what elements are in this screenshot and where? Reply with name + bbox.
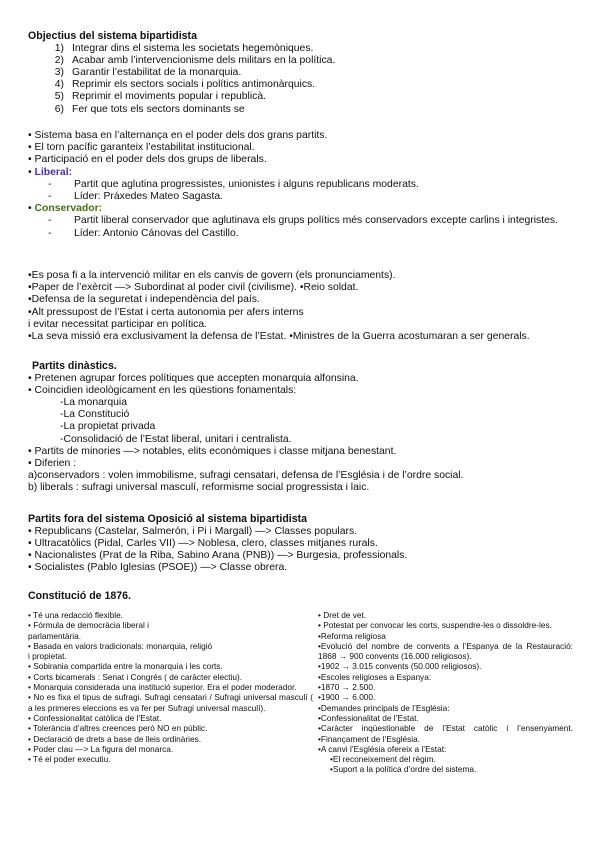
militars-line: i evitar necessitat participar en política. <box>28 318 208 330</box>
objectiu-item <box>28 91 578 103</box>
constitucio-right-item: • Potestat per convocar les corts, suspendre-les o dissoldre-les. <box>318 620 552 631</box>
fora-line: • Nacionalistes (Prat de la Riba, Sabino Arana (PNB)) —> Burgesia, professionals. <box>28 550 408 561</box>
sistema-bullet: • Sistema basa en l’alternança en el poder dels dos grans partits. <box>28 130 328 141</box>
militars-section <box>28 270 578 343</box>
dash-marker: - <box>48 215 52 227</box>
objectiu-number: 2) <box>54 54 64 66</box>
objectius-list <box>28 43 578 116</box>
constitucio-right-item: •Demandes principals de l’Església: <box>318 702 450 713</box>
fora-line: • Ultracatòlics (Pidal, Carles VII) —> Noblesa, clero, classes mitjanes rurals. <box>28 537 378 549</box>
dinastics-line: -La propietat privada <box>60 421 156 433</box>
conservador-bullet: • <box>28 203 35 215</box>
objectiu-item <box>28 104 578 116</box>
constitucio-right-item: •Confessionalitat de l’Estat. <box>318 712 419 723</box>
objectiu-number: 4) <box>54 79 64 91</box>
constitucio-left-item: • Monarquia considerada una institució superior. Era el poder moderador. <box>28 682 297 693</box>
liberal-item-text: Líder: Práxedes Mateo Sagasta. <box>74 191 224 203</box>
constitucio-right-item: •1870 → 2.500. <box>318 682 376 693</box>
dinastics-line: • Coincidien ideològicament en les qüestions fonamentals: <box>28 384 297 396</box>
militars-line: •Alt pressupost de l’Estat i certa autonomia per afers interns <box>28 306 304 318</box>
constitucio-right-item: • Dret de vet. <box>318 610 367 620</box>
objectiu-text: Acabar amb l’intervencionisme dels militars en la política. <box>72 54 336 66</box>
militars-line: •La seva missió era exclusivament la defensa de l’Estat. •Ministres de la Guerra acostumaran a ser generals. <box>28 331 530 343</box>
conservador-item-text: Líder: Antonio Cánovas del Castillo. <box>74 227 239 239</box>
constitucio-left-item: • Poder clau —> La figura del monarca. <box>28 743 174 754</box>
fora-section <box>28 513 578 574</box>
objectiu-text: Reprimir els sectors socials i polítics antimonàrquics. <box>72 79 316 91</box>
liberal-item <box>28 191 578 203</box>
objectiu-number: 1) <box>54 42 64 54</box>
dinastics-line: b) liberals : sufragi universal masculí, reformisme social progressista i laic. <box>28 482 370 494</box>
constitucio-left-column <box>28 610 313 764</box>
sistema-bullet: • El torn pacífic garanteix l’estabilitat institucional. <box>28 142 255 154</box>
constitucio-right-column <box>318 610 573 775</box>
constitucio-left-item: • Té el poder executiu. <box>28 754 111 765</box>
objectiu-item <box>28 43 578 55</box>
constitucio-heading <box>28 590 578 603</box>
dash-marker: - <box>48 227 52 239</box>
constitucio-right-item: •Reforma religiosa <box>318 630 386 641</box>
constitucio-right-item: •Escoles religioses a Espanya: <box>318 671 432 682</box>
militars-line: •Defensa de la seguretat i independència del país. <box>28 294 260 306</box>
conservador-items <box>28 215 578 239</box>
constitucio-left-item: • Basada en valors tradicionals: monarquia, religió <box>28 640 213 651</box>
liberal-items <box>28 179 578 203</box>
dinastics-line: -Consolidació de l’Estat liberal, unitari i centralista. <box>60 433 292 445</box>
objectiu-text: Fer que tots els sectors dominants se <box>72 103 245 115</box>
fora-title: Partits fora del sistema Oposició al sistema bipartidista <box>28 513 308 525</box>
constitucio-left-item: • No es fixa el tipus de sufragi. Sufragi censatari / Sufragi universal masculí ( a les primeres eleccions es va fer per Sufragi universal masculí). <box>28 692 313 713</box>
objectiu-item <box>28 55 578 67</box>
liberal-bullet: • <box>28 166 35 178</box>
dinastics-title: Partits dinàstics. <box>32 360 117 372</box>
constitucio-left-item: • Declaració de drets a base de lleis ordinàries. <box>28 733 202 744</box>
constitucio-left-item: • Fórmula de democràcia liberal i <box>28 620 149 631</box>
constitucio-left-item: • Sobirania compartida entre la monarquia i les corts. <box>28 661 223 672</box>
constitucio-left-item: i propietat. <box>28 651 67 662</box>
dinastics-line: -La monarquia <box>60 397 128 408</box>
militars-line: •Es posa fi a la intervenció militar en els canvis de govern (els pronunciaments). <box>28 270 396 281</box>
objectiu-item <box>28 67 578 79</box>
sistema-section <box>28 130 578 240</box>
constitucio-left-item: • Tolerància d’altres creences però NO en públic. <box>28 723 208 734</box>
constitucio-left-item: parlamentària. <box>28 630 82 641</box>
liberal-label: Liberal: <box>34 166 73 178</box>
constitucio-right-item: •1902 → 3.015 convents (50.000 religiosos). <box>318 661 482 672</box>
dinastics-line: a)conservadors : volen immobilisme, sufragi censatari, defensa de l’Església i de l’ordre social. <box>28 470 464 482</box>
dinastics-line: • Diferien : <box>28 458 77 470</box>
fora-line: • Republicans (Castelar, Salmerón, i Pi i Margall) —> Classes populars. <box>28 525 358 537</box>
conservador-item-text: Partit liberal conservador que aglutinava els grups polítics més conservadors excepte carlins i integristes. <box>74 215 558 227</box>
sistema-bullets <box>28 130 578 167</box>
dinastics-section <box>28 360 578 495</box>
dinastics-line: -La Constitució <box>60 409 130 421</box>
fora-line: • Socialistes (Pablo Iglesias (PSOE)) —> Classe obrera. <box>28 562 288 574</box>
constitucio-left-item: • Confessionalitat catòlica de l’Estat. <box>28 712 162 723</box>
objectiu-number: 5) <box>54 91 64 103</box>
objectiu-text: Garantir l’estabilitat de la monarquia. <box>72 67 242 78</box>
conservador-item <box>28 228 578 240</box>
objectiu-text: Integrar dins el sistema les societats hegemòniques. <box>72 42 314 54</box>
constitucio-right-item: •Evolució del nombre de convents a l’Espanya de la Restauració: 1868 → 900 convents (16.000 religiosos). <box>318 640 573 662</box>
dash-marker: - <box>48 191 52 203</box>
objectiu-text: Reprimir el moviments popular i republicà. <box>72 91 267 103</box>
constitucio-right-item: •El reconeixement del règim. <box>330 754 436 765</box>
dash-marker: - <box>48 178 52 190</box>
liberal-item <box>28 179 578 191</box>
objectius-section <box>28 30 578 116</box>
objectiu-item <box>28 79 578 91</box>
dinastics-line: • Pretenen agrupar forces polítiques que accepten monarquia alfonsina. <box>28 372 359 384</box>
militars-line: •Paper de l’exèrcit —> Subordinat al poder civil (civilisme). •Reio soldat. <box>28 282 359 294</box>
liberal-item-text: Partit que aglutina progressistes, unionistes i alguns republicans moderats. <box>74 178 419 190</box>
constitucio-right-item: •A canvi l’Església ofereix a l’Estat: <box>318 743 447 754</box>
constitucio-right-item: •Caràcter inqüestionable de l’Estat catòlic i l’ensenyament. •Finançament de l’Església. <box>318 723 573 744</box>
constitucio-left-item: • Té una redacció flexible. <box>28 610 123 620</box>
sistema-bullet: • Participació en el poder dels dos grups de liberals. <box>28 154 267 166</box>
constitucio-left-item: • Corts bicamerals : Senat i Congrés ( de caràcter electiu). <box>28 671 243 682</box>
constitucio-title: Constitució de 1876. <box>28 590 132 602</box>
dinastics-line: • Partits de minories —> notables, elits econòmiques i classe mitjana benestant. <box>28 445 397 457</box>
constitucio-right-item: •1900 → 6.000. <box>318 692 376 703</box>
conservador-label: Conservador: <box>34 203 103 215</box>
objectiu-number: 3) <box>54 67 64 78</box>
liberal-heading <box>28 167 578 179</box>
conservador-heading <box>28 203 578 215</box>
dinastics-list <box>28 373 578 495</box>
conservador-item <box>28 215 578 227</box>
fora-list <box>28 526 578 575</box>
constitucio-right-item: •Suport a la política d’ordre del sistema. <box>330 764 477 775</box>
objectius-title: Objectius del sistema bipartidista <box>28 30 197 42</box>
objectiu-number: 6) <box>54 103 64 115</box>
